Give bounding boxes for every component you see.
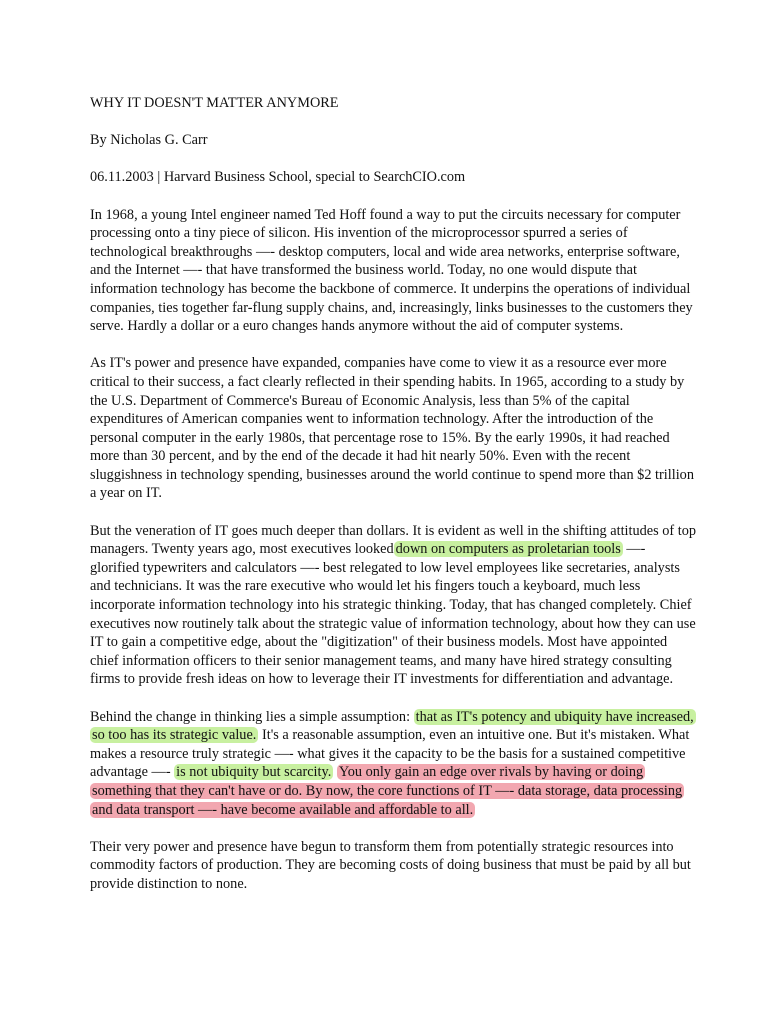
highlight-green: down on computers as proletarian tools: [395, 541, 621, 558]
paragraph-line: and technicians. It was the rare executive who would let his fingers touch a keyboard, much less: [90, 578, 641, 595]
highlight-red: and data transport —- have become available and affordable to all.: [92, 801, 474, 818]
paragraph-line: and the Internet —- that have transformed the business world. Today, no one would dispute that: [90, 262, 637, 279]
paragraph-line: glorified typewriters and calculators —- best relegated to low level employees like secretaries, analysts: [90, 559, 680, 576]
paragraph-line: so too has its strategic value. It's a reasonable assumption, even an intuitive one. But it's mistaken. What: [92, 727, 690, 744]
paragraph-line: [90, 801, 698, 820]
paragraph-2: [90, 354, 698, 503]
paragraph-line: sluggishness in technology spending, businesses around the world continue to spend more than $2 trillion: [90, 466, 694, 483]
paragraph-line: [90, 782, 698, 801]
paragraph-line: chief information officers to their senior management teams, and many have hired strategy consulting: [90, 652, 672, 669]
highlight-green: that as IT's potency and ubiquity have increased,: [415, 708, 694, 725]
paragraph-line: the U.S. Department of Commerce's Bureau of Economic Analysis, less than 5% of the capital: [90, 392, 630, 409]
paragraph-1: [90, 206, 698, 336]
paragraph-line: executives now routinely talk about the strategic value of information technology, about how they can use: [90, 615, 696, 632]
paragraph-5: [90, 838, 698, 894]
paragraph-line: IT to gain a competitive edge, about the "digitization" of their business models. Most have appointed: [90, 634, 668, 651]
paragraph-line: serve. Hardly a dollar or a euro changes hands anymore without the aid of computer systems.: [90, 318, 624, 335]
paragraph-line: firms to provide fresh ideas on how to leverage their IT investments for differentiation and advantage.: [90, 671, 674, 688]
paragraph-line: advantage —- is not ubiquity but scarcity. You only gain an edge over rivals by having or doing: [90, 764, 644, 781]
paragraph-line: But the veneration of IT goes much deeper than dollars. It is evident as well in the shifting attitudes of top: [90, 522, 697, 539]
paragraph-line: a year on IT.: [90, 485, 162, 502]
paragraph-line: technological breakthroughs —- desktop computers, local and wide area networks, enterprise software,: [90, 243, 680, 260]
highlight-red: something that they can't have or do. By now, the core functions of IT —- data storage, data processing: [92, 782, 683, 799]
paragraph-4: [90, 708, 698, 820]
paragraph-line: incorporate information technology into his strategic thinking. Today, that has changed completely. Chief: [90, 597, 692, 614]
article-title: WHY IT DOESN'T MATTER ANYMORE: [90, 95, 339, 111]
highlight-green: is not ubiquity but scarcity.: [176, 764, 332, 781]
paragraph-line: critical to their success, a fact clearly reflected in their spending habits. In 1965, according to a study by: [90, 373, 685, 390]
paragraph-line: more than 30 percent, and by the end of the decade it had hit nearly 50%. Even with the recent: [90, 448, 631, 465]
paragraph-line: personal computer in the early 1980s, that percentage rose to 15%. By the early 1990s, it had reached: [90, 429, 670, 446]
paragraph-line: managers. Twenty years ago, most executives looked down on computers as proletarian tools —-: [90, 541, 646, 558]
highlight-green: so too has its strategic value.: [92, 727, 257, 744]
paragraph-line: companies, ties together far-flung supply chains, and, increasingly, links businesses to the customers they: [90, 299, 693, 316]
paragraph-line: information technology has become the backbone of commerce. It underpins the operations of individual: [90, 280, 691, 297]
paragraph-line: processing onto a tiny piece of silicon. His invention of the microprocessor spurred a series of: [90, 225, 628, 242]
paragraph-line: makes a resource truly strategic —- what gives it the capacity to be the basis for a sustained competitive: [90, 745, 686, 762]
paragraph-line: provide distinction to none.: [90, 875, 248, 892]
paragraph-line: In 1968, a young Intel engineer named Ted Hoff found a way to put the circuits necessary for computer: [90, 206, 681, 223]
highlight-red: You only gain an edge over rivals by having or doing: [338, 764, 644, 781]
paragraph-line: Behind the change in thinking lies a simple assumption: that as IT's potency and ubiquity have increased,: [90, 708, 694, 725]
article-dateline: 06.11.2003 | Harvard Business School, special to SearchCIO.com: [90, 169, 466, 186]
paragraph-line: Their very power and presence have begun to transform them from potentially strategic resources into: [90, 838, 674, 855]
paragraph-line: expenditures of American companies went to information technology. After the introduction of the: [90, 411, 654, 428]
paragraph-line: As IT's power and presence have expanded, companies have come to view it as a resource ever more: [90, 355, 667, 372]
article-byline: By Nicholas G. Carr: [90, 132, 208, 149]
paragraph-line: commodity factors of production. They are becoming costs of doing business that must be paid by all but: [90, 857, 691, 874]
paragraph-3: [90, 522, 698, 689]
